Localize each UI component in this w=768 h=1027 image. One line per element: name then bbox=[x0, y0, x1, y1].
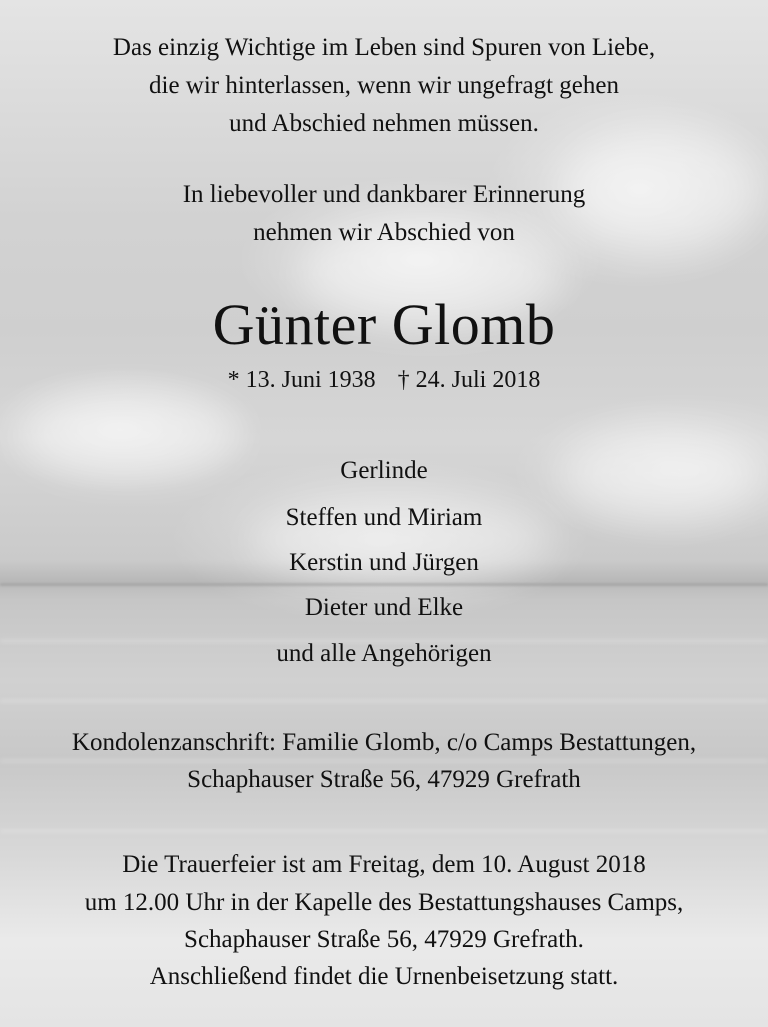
sea-wave bbox=[0, 760, 768, 762]
sea-wave bbox=[0, 700, 768, 702]
mourner-name: Kerstin und Jürgen bbox=[289, 549, 479, 576]
sea-horizon bbox=[0, 583, 768, 586]
motto-line: die wir hinterlassen, wenn wir ungefragt gehen bbox=[149, 72, 619, 99]
motto-line: und Abschied nehmen müssen. bbox=[229, 110, 539, 137]
birth-date: * 13. Juni 1938 bbox=[227, 367, 376, 393]
sea-wave bbox=[0, 830, 768, 832]
mourner-name: Gerlinde bbox=[340, 457, 428, 484]
motto-line: Das einzig Wichtige im Leben sind Spuren von Liebe, bbox=[112, 34, 656, 61]
mourner-name: Steffen und Miriam bbox=[285, 504, 483, 531]
funeral-info-line: um 12.00 Uhr in der Kapelle des Bestattungshauses Camps, bbox=[84, 889, 684, 916]
mourner-name: und alle Angehörigen bbox=[276, 640, 492, 667]
funeral-info-line: Die Trauerfeier ist am Freitag, dem 10. August 2018 bbox=[122, 851, 646, 878]
deceased-name: Günter Glomb bbox=[212, 292, 556, 357]
death-date: † 24. Juli 2018 bbox=[397, 367, 541, 393]
funeral-info-line: Schaphauser Straße 56, 47929 Grefrath. bbox=[184, 926, 584, 953]
condolence-address-line: Kondolenzanschrift: Familie Glomb, c/o Camps Bestattungen, bbox=[71, 729, 697, 756]
intro-line: nehmen wir Abschied von bbox=[253, 219, 515, 246]
intro-line: In liebevoller und dankbarer Erinnerung bbox=[182, 181, 586, 208]
mourner-name: Dieter und Elke bbox=[304, 594, 464, 621]
condolence-address-line: Schaphauser Straße 56, 47929 Grefrath bbox=[187, 766, 581, 793]
life-dates bbox=[0, 364, 768, 396]
funeral-info-line: Anschließend findet die Urnenbeisetzung statt. bbox=[149, 963, 619, 990]
